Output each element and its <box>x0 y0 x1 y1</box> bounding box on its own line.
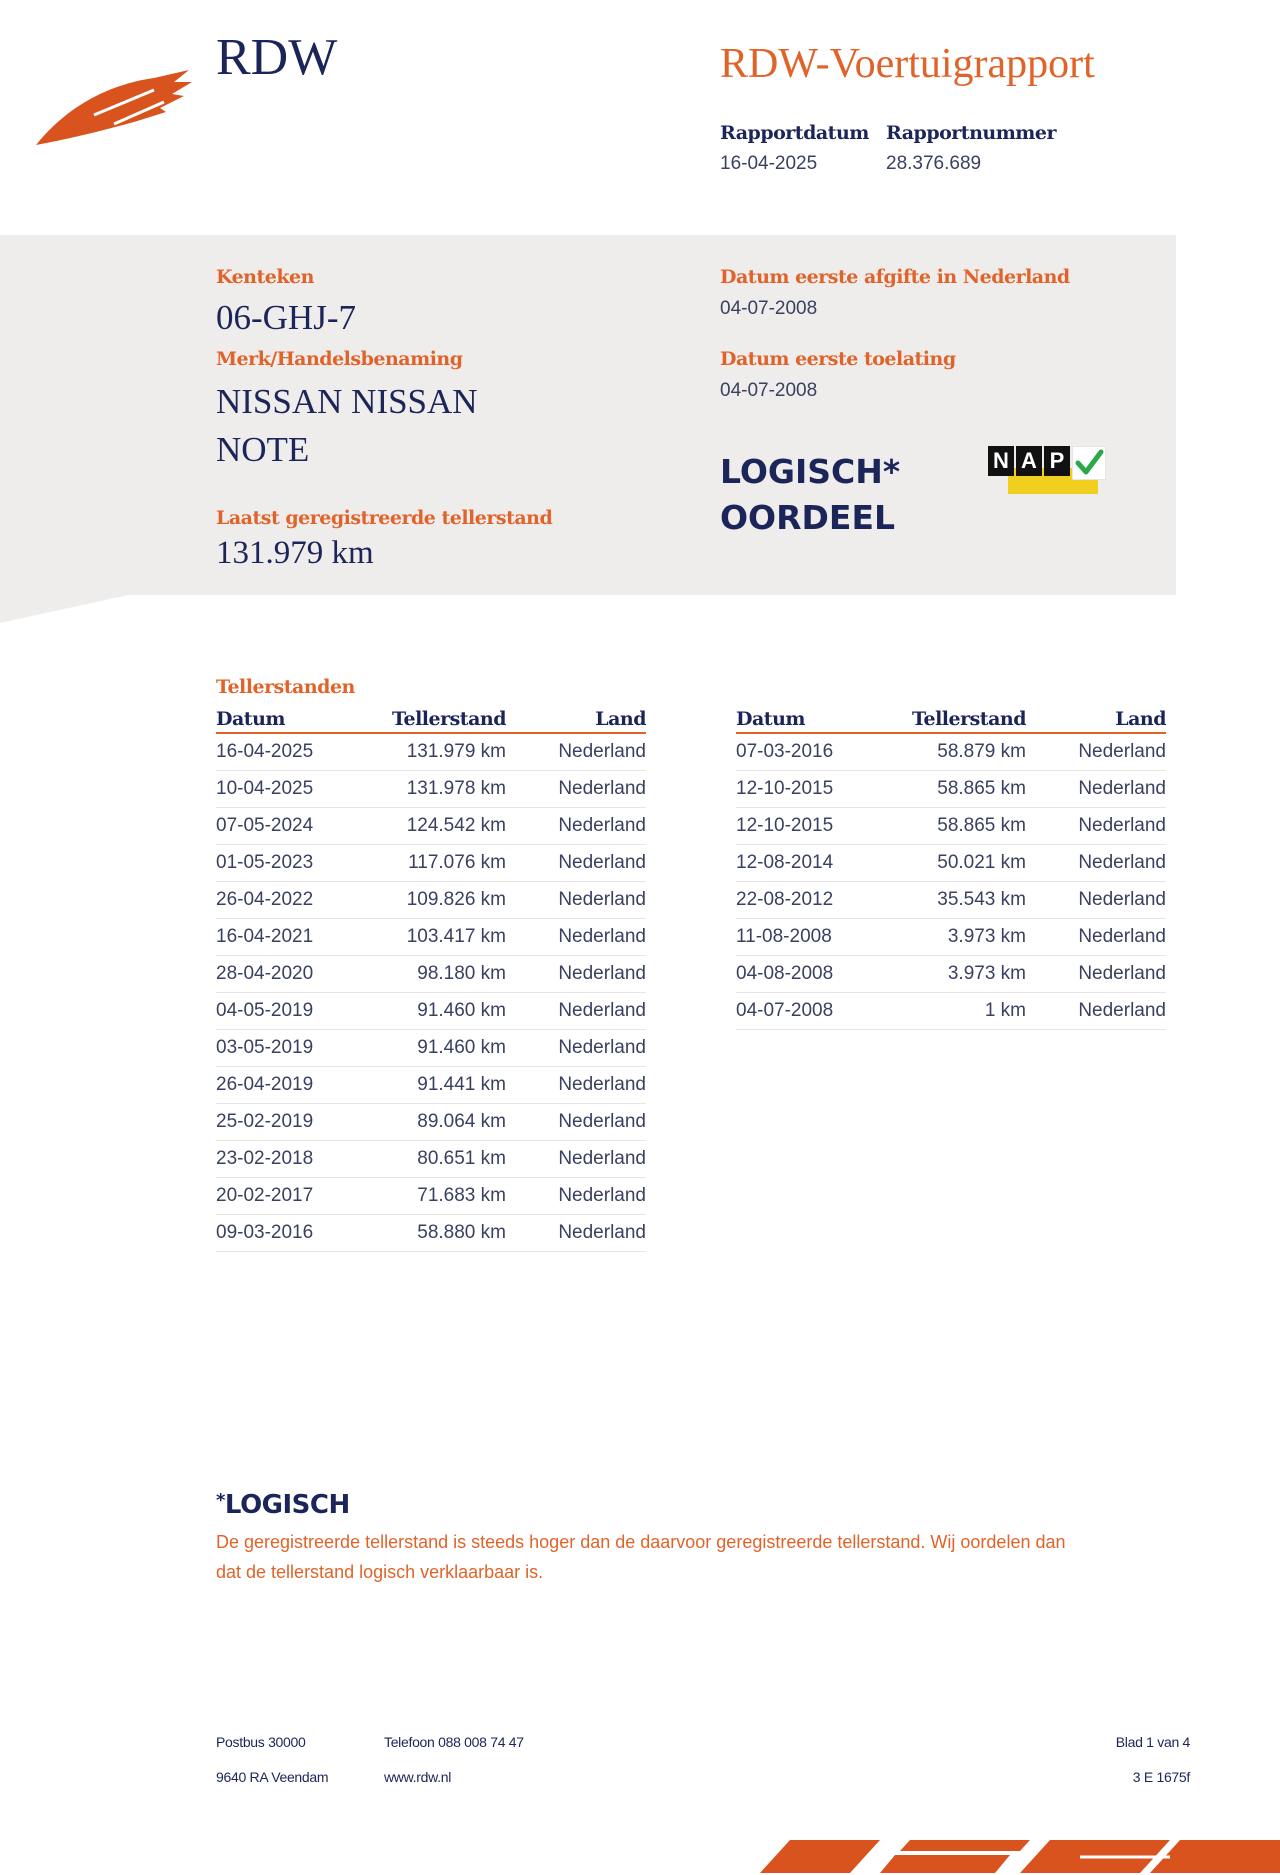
row-reading: 91.441 km <box>417 1074 506 1095</box>
row-country: Nederland <box>1078 815 1166 836</box>
row-reading: 58.865 km <box>937 778 1026 799</box>
table-row <box>736 956 1166 993</box>
table-row <box>216 919 646 956</box>
row-reading: 131.979 km <box>406 741 506 762</box>
nap-letter-n: N <box>988 446 1014 476</box>
checkmark-icon <box>1072 446 1106 480</box>
table-row <box>216 1067 646 1104</box>
table-row <box>216 771 646 808</box>
row-country: Nederland <box>558 926 646 947</box>
readings-section-label: Tellerstanden <box>216 676 355 698</box>
row-country: Nederland <box>558 1000 646 1021</box>
note-title-text: LOGISCH <box>224 1490 350 1520</box>
first-admission-label: Datum eerste toelating <box>720 348 956 370</box>
table-row <box>736 993 1166 1030</box>
row-date: 07-03-2016 <box>736 741 834 762</box>
row-country: Nederland <box>1078 926 1166 947</box>
row-date: 12-08-2014 <box>736 852 834 873</box>
readings-table-right <box>736 704 1166 1030</box>
footer-stripes-decoration <box>750 1835 1280 1875</box>
footer-code: 3 E 1675f <box>1132 1769 1190 1785</box>
report-number-label: Rapportnummer <box>886 122 1057 144</box>
row-date: 01-05-2023 <box>216 852 314 873</box>
table-row <box>216 734 646 771</box>
plate-label: Kenteken <box>216 266 314 288</box>
row-reading: 58.879 km <box>937 741 1026 762</box>
row-reading: 91.460 km <box>417 1037 506 1058</box>
report-date: 16-04-2025 <box>720 153 818 174</box>
table-row <box>216 1030 646 1067</box>
nap-badge <box>988 446 1112 494</box>
footer-page: Blad 1 van 4 <box>1115 1734 1190 1750</box>
row-reading: 80.651 km <box>417 1148 506 1169</box>
row-country: Nederland <box>558 778 646 799</box>
row-date: 11-08-2008 <box>736 926 832 947</box>
row-country: Nederland <box>558 852 646 873</box>
table-row <box>736 808 1166 845</box>
row-date: 03-05-2019 <box>216 1037 314 1058</box>
report-number: 28.376.689 <box>886 153 982 174</box>
table-row <box>216 1104 646 1141</box>
row-date: 07-05-2024 <box>216 815 314 836</box>
row-date: 28-04-2020 <box>216 963 314 984</box>
verdict-line2: OORDEEL <box>720 498 896 537</box>
row-country: Nederland <box>1078 741 1166 762</box>
row-date: 20-02-2017 <box>216 1185 314 1206</box>
col-header-country: Land <box>1115 708 1166 730</box>
row-date: 12-10-2015 <box>736 815 834 836</box>
plate-value: 06-GHJ-7 <box>216 298 356 337</box>
row-reading: 71.683 km <box>417 1185 506 1206</box>
vehicle-summary-panel <box>0 235 1176 595</box>
table-row <box>736 845 1166 882</box>
row-country: Nederland <box>1078 963 1166 984</box>
row-date: 16-04-2021 <box>216 926 314 947</box>
row-date: 04-05-2019 <box>216 1000 314 1021</box>
odometer-value: 131.979 km <box>216 535 374 571</box>
row-reading: 89.064 km <box>417 1111 506 1132</box>
row-country: Nederland <box>1078 778 1166 799</box>
row-reading: 50.021 km <box>937 852 1026 873</box>
table-row <box>216 1141 646 1178</box>
make-value-line2: NOTE <box>216 430 310 469</box>
row-date: 26-04-2022 <box>216 889 314 910</box>
row-country: Nederland <box>558 1222 646 1243</box>
row-date: 04-08-2008 <box>736 963 834 984</box>
col-header-reading: Tellerstand <box>912 708 1026 730</box>
brand-name: RDW <box>216 29 338 86</box>
footer-postbus: Postbus 30000 <box>216 1734 306 1750</box>
verdict-line1: LOGISCH* <box>720 452 901 491</box>
row-country: Nederland <box>558 815 646 836</box>
row-country: Nederland <box>558 1185 646 1206</box>
row-country: Nederland <box>558 963 646 984</box>
table-row <box>216 1215 646 1252</box>
row-country: Nederland <box>1078 889 1166 910</box>
row-reading: 103.417 km <box>406 926 506 947</box>
row-date: 26-04-2019 <box>216 1074 314 1095</box>
row-country: Nederland <box>558 1111 646 1132</box>
table-row <box>216 956 646 993</box>
row-country: Nederland <box>1078 852 1166 873</box>
row-reading: 58.880 km <box>417 1222 506 1243</box>
table-header <box>216 704 646 734</box>
row-country: Nederland <box>558 889 646 910</box>
note-title <box>216 1490 350 1520</box>
panel-corner <box>0 595 128 623</box>
table-row <box>216 993 646 1030</box>
odometer-label: Laatst geregistreerde tellerstand <box>216 507 553 529</box>
row-reading: 124.542 km <box>406 815 506 836</box>
first-issue-nl-value: 04-07-2008 <box>720 298 818 319</box>
report-title: RDW-Voertuigrapport <box>720 41 1095 87</box>
row-reading: 109.826 km <box>406 889 506 910</box>
nap-letter-a: A <box>1016 446 1042 476</box>
row-date: 22-08-2012 <box>736 889 834 910</box>
col-header-country: Land <box>595 708 646 730</box>
col-header-reading: Tellerstand <box>392 708 506 730</box>
rdw-logo-icon <box>34 60 194 150</box>
row-date: 09-03-2016 <box>216 1222 314 1243</box>
table-row <box>736 882 1166 919</box>
note-asterisk: * <box>216 1490 225 1511</box>
row-reading: 91.460 km <box>417 1000 506 1021</box>
row-date: 04-07-2008 <box>736 1000 834 1021</box>
table-row <box>736 734 1166 771</box>
row-reading: 3.973 km <box>947 963 1026 984</box>
row-date: 10-04-2025 <box>216 778 314 799</box>
make-label: Merk/Handelsbenaming <box>216 348 463 370</box>
row-reading: 131.978 km <box>406 778 506 799</box>
row-country: Nederland <box>558 1148 646 1169</box>
row-country: Nederland <box>558 1074 646 1095</box>
row-reading: 35.543 km <box>937 889 1026 910</box>
row-reading: 3.973 km <box>947 926 1026 947</box>
footer-website[interactable]: www.rdw.nl <box>384 1769 452 1785</box>
table-row <box>216 882 646 919</box>
table-row <box>736 919 1166 956</box>
first-admission-value: 04-07-2008 <box>720 380 818 401</box>
row-country: Nederland <box>558 741 646 762</box>
report-date-label: Rapportdatum <box>720 122 869 144</box>
row-date: 25-02-2019 <box>216 1111 314 1132</box>
row-country: Nederland <box>558 1037 646 1058</box>
row-date: 23-02-2018 <box>216 1148 314 1169</box>
table-row <box>736 771 1166 808</box>
note-line1: De geregistreerde tellerstand is steeds hoger dan de daarvoor geregistreerde tellerstand. Wij oordelen dan <box>216 1532 1066 1552</box>
readings-table-left <box>216 704 646 1252</box>
row-reading: 98.180 km <box>417 963 506 984</box>
first-issue-nl-label: Datum eerste afgifte in Nederland <box>720 266 1070 288</box>
row-country: Nederland <box>1078 1000 1166 1021</box>
footer-city: 9640 RA Veendam <box>216 1769 329 1785</box>
col-header-date: Datum <box>216 708 285 730</box>
row-date: 12-10-2015 <box>736 778 834 799</box>
row-reading: 1 km <box>984 1000 1026 1021</box>
footer-phone: Telefoon 088 008 74 47 <box>384 1734 524 1750</box>
col-header-date: Datum <box>736 708 805 730</box>
table-row <box>216 808 646 845</box>
nap-letter-p: P <box>1044 446 1070 476</box>
row-reading: 117.076 km <box>408 852 506 873</box>
make-value-line1: NISSAN NISSAN <box>216 382 478 421</box>
row-date: 16-04-2025 <box>216 741 314 762</box>
table-header <box>736 704 1166 734</box>
table-row <box>216 845 646 882</box>
row-reading: 58.865 km <box>937 815 1026 836</box>
table-row <box>216 1178 646 1215</box>
note-line2: dat de tellerstand logisch verklaarbaar is. <box>216 1562 544 1582</box>
